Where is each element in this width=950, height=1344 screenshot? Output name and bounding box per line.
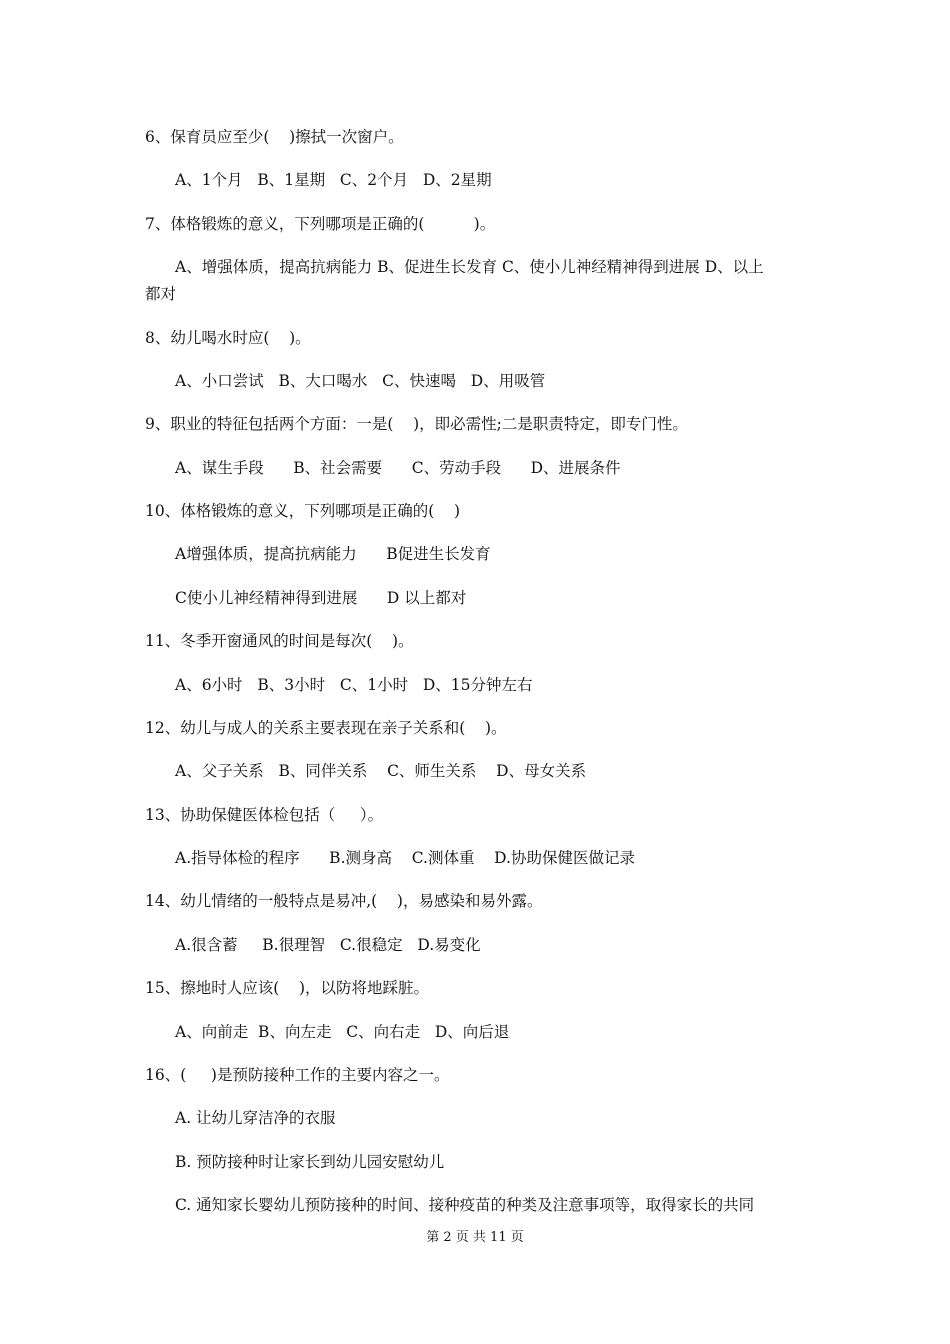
question-10-options-cd: C使小儿神经精神得到进展 D 以上都对: [175, 589, 467, 607]
question-12: 12、幼儿与成人的关系主要表现在亲子关系和( )。: [145, 719, 507, 737]
question-15: 15、擦地时人应该( )，以防将地踩脏。: [145, 979, 430, 997]
question-9: 9、职业的特征包括两个方面：一是( )，即必需性;二是职责特定，即专门性。: [145, 415, 688, 433]
question-10-options-ab: A增强体质，提高抗病能力 B促进生长发育: [175, 545, 491, 563]
question-6: 6、保育员应至少( )擦拭一次窗户。: [145, 128, 404, 146]
question-6-options: A、1个月 B、1星期 C、2个月 D、2星期: [175, 171, 492, 189]
question-16: 16、( )是预防接种工作的主要内容之一。: [145, 1066, 450, 1084]
question-16-option-c: C. 通知家长婴幼儿预防接种的时间、接种疫苗的种类及注意事项等，取得家长的共同: [175, 1196, 755, 1214]
question-14: 14、幼儿情绪的一般特点是易冲,( )，易感染和易外露。: [145, 892, 543, 910]
question-16-option-b: B. 预防接种时让家长到幼儿园安慰幼儿: [175, 1153, 445, 1171]
question-12-options: A、父子关系 B、同伴关系 C、师生关系 D、母女关系: [175, 762, 587, 780]
question-11-options: A、6小时 B、3小时 C、1小时 D、15分钟左右: [175, 676, 533, 694]
question-16-option-a: A. 让幼儿穿洁净的衣服: [175, 1109, 336, 1127]
question-15-options: A、向前走 B、向左走 C、向右走 D、向后退: [175, 1023, 510, 1041]
question-8-options: A、小口尝试 B、大口喝水 C、快速喝 D、用吸管: [175, 372, 546, 390]
question-14-options: A.很含蓄 B.很理智 C.很稳定 D.易变化: [175, 936, 481, 954]
question-10: 10、体格锻炼的意义，下列哪项是正确的( ): [145, 502, 461, 520]
question-7-options-cont: 都对: [145, 285, 177, 303]
question-7-options: A、增强体质，提高抗病能力 B、促进生长发育 C、使小儿神经精神得到进展 D、以上: [175, 258, 764, 276]
question-13: 13、协助保健医体检包括（ ）。: [145, 806, 384, 824]
question-8: 8、幼儿喝水时应( )。: [145, 329, 311, 347]
page-footer: 第 2 页 共 11 页: [426, 1230, 524, 1245]
question-9-options: A、谋生手段 B、社会需要 C、劳动手段 D、进展条件: [175, 459, 621, 477]
question-13-options: A.指导体检的程序 B.测身高 C.测体重 D.协助保健医做记录: [175, 849, 635, 867]
question-11: 11、冬季开窗通风的时间是每次( )。: [145, 632, 414, 650]
question-7: 7、体格锻炼的意义，下列哪项是正确的( )。: [145, 215, 496, 233]
